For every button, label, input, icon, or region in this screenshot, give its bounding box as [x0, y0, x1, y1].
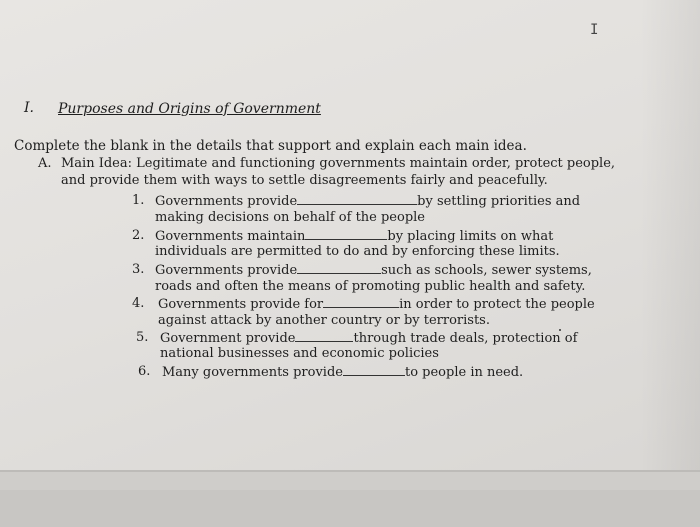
detail-2-blank[interactable] [305, 228, 387, 240]
detail-6-line-1: Many governments provide to people in need. [162, 365, 524, 380]
main-idea-line-1: Main Idea: Legitimate and functioning governments maintain order, protect people, [61, 156, 616, 171]
detail-1-blank[interactable] [297, 193, 417, 205]
detail-1-line-1: Governments provide by settling priorities and [155, 194, 581, 209]
text-cursor-icon: I [590, 22, 599, 38]
detail-3-blank[interactable] [297, 262, 381, 274]
page-shadow [640, 0, 700, 525]
detail-3-line-1: Governments provide such as schools, sewer systems, [155, 263, 592, 278]
main-idea-line-2: and provide them with ways to settle disagreements fairly and peacefully. [61, 173, 548, 188]
detail-3-line-2: roads and often the means of promoting public health and safety. [155, 279, 586, 294]
detail-2-number: 2. [132, 228, 145, 243]
detail-6-blank[interactable] [343, 364, 405, 376]
detail-2-line-2: individuals are permitted to do and by enforcing these limits. [155, 244, 560, 259]
instructions: Complete the blank in the details that support and explain each main idea. [14, 138, 527, 154]
detail-4-line-2: against attack by another country or by terrorists. [158, 313, 490, 328]
section-title: Purposes and Origins of Government [58, 101, 321, 117]
detail-5-number: 5. [136, 330, 149, 345]
detail-3-number: 3. [132, 262, 145, 277]
detail-4-number: 4. [132, 296, 145, 311]
detail-4-blank[interactable] [323, 296, 399, 308]
detail-1-number: 1. [132, 193, 145, 208]
detail-5-line-2: national businesses and economic policies [160, 346, 439, 361]
detail-4-line-1: Governments provide for in order to protect the people [158, 297, 595, 312]
detail-5-blank[interactable] [295, 330, 353, 342]
detail-1-line-2: making decisions on behalf of the people [155, 210, 426, 225]
detail-2-line-1: Governments maintain by placing limits on what [155, 229, 554, 244]
detail-5-line-1: Government provide through trade deals, protection of [160, 331, 578, 346]
section-numeral: I. [24, 100, 34, 116]
detail-6-number: 6. [138, 364, 151, 379]
page-bottom-edge [0, 470, 700, 527]
stray-mark [559, 329, 561, 331]
main-idea-label: A. [38, 156, 52, 171]
